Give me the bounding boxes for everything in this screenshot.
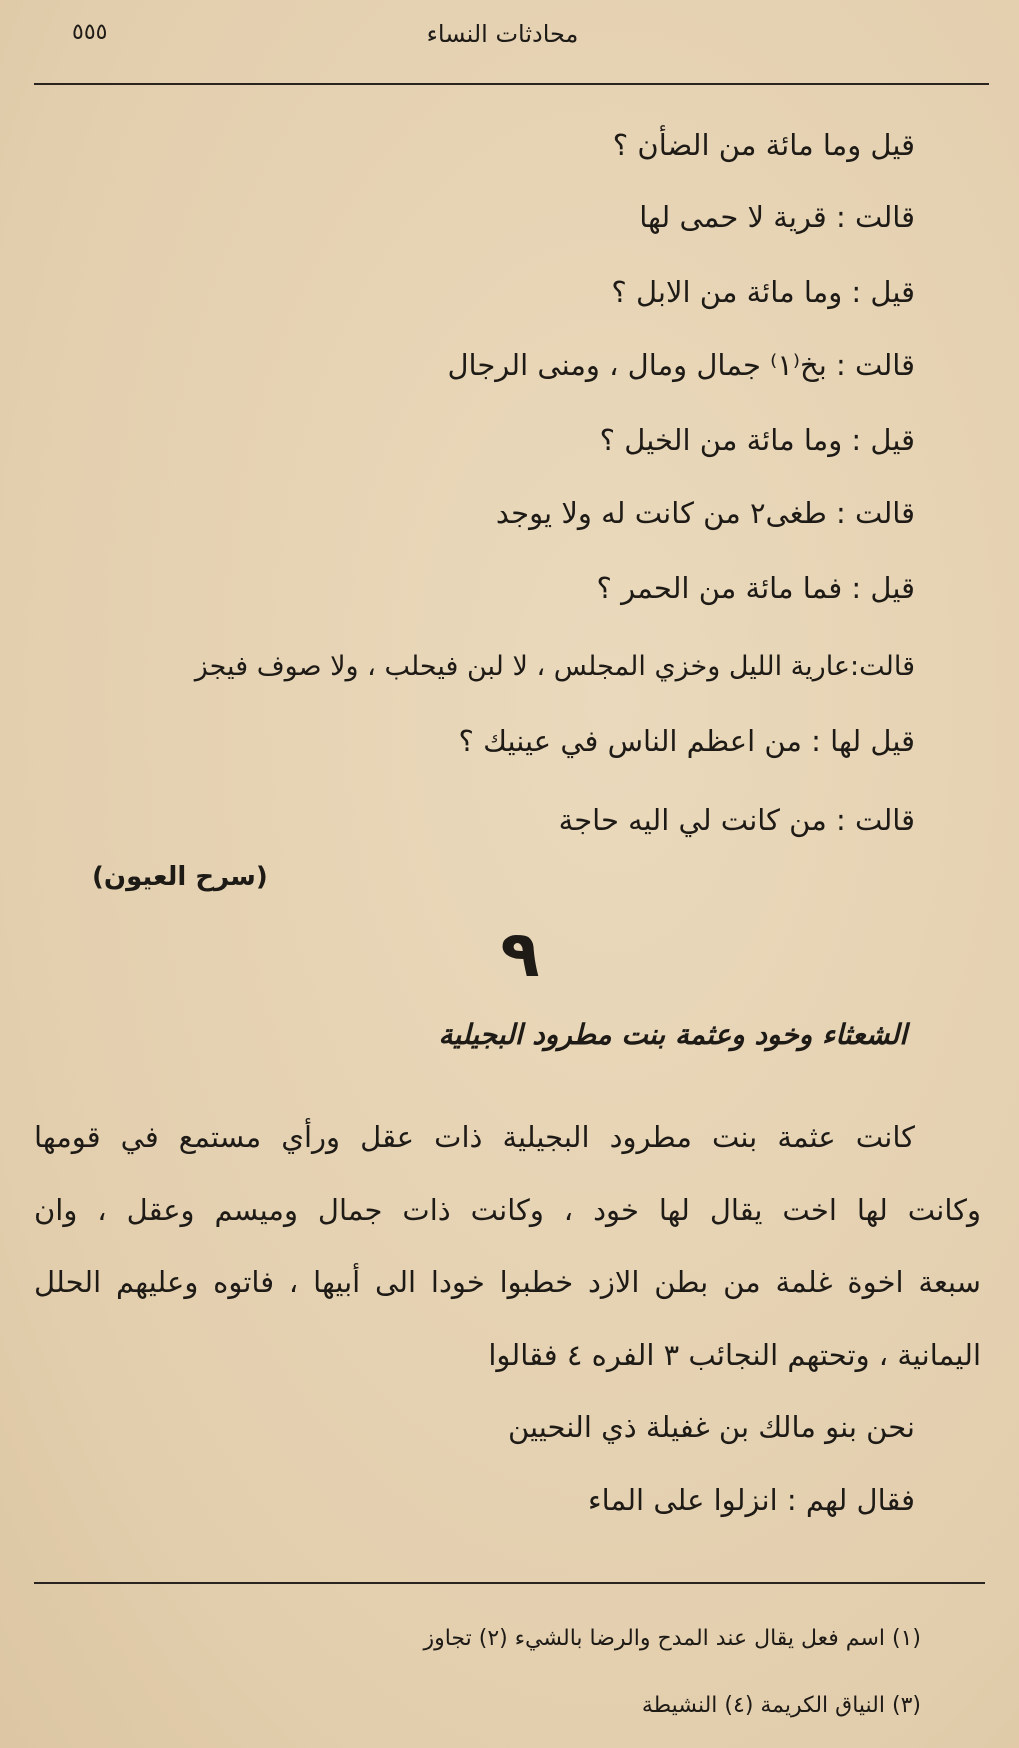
- footnote-rule: [34, 1582, 985, 1584]
- section-title: الشعثاء وخود وعثمة بنت مطرود البجيلية: [438, 1018, 907, 1051]
- dialogue-line: قيل وما مائة من الضأن ؟: [612, 128, 915, 162]
- paragraph-line: وكانت لها اخت يقال لها خود ، وكانت ذات جمال وميسم وعقل ، وان: [34, 1193, 981, 1227]
- dialogue-line: قيل : وما مائة من الخيل ؟: [599, 423, 915, 457]
- section-number: ٩: [500, 918, 540, 992]
- footnote: (٣) النياق الكريمة (٤) النشيطة: [641, 1693, 921, 1718]
- dialogue-line: قيل لها : من اعظم الناس في عينيك ؟: [458, 724, 915, 758]
- footnote: (١) اسم فعل يقال عند المدح والرضا بالشيء (٢) تجاوز: [423, 1626, 921, 1651]
- paragraph-line: سبعة اخوة غلمة من بطن الازد خطبوا خودا الى أبيها ، فاتوه وعليهم الحلل: [34, 1265, 981, 1299]
- dialogue-line: قالت : قرية لا حمى لها: [639, 200, 915, 234]
- dialogue-line: قالت:عارية الليل وخزي المجلس ، لا لبن فيحلب ، ولا صوف فيجز: [194, 651, 915, 682]
- dialogue-line: قالت : بخ⁽١⁾ جمال ومال ، ومنى الرجال: [447, 348, 915, 382]
- dialogue-line: قالت : طغى٢ من كانت له ولا يوجد: [495, 496, 915, 530]
- running-title: محادثات النساء: [426, 20, 579, 48]
- dialogue-line: قيل : فما مائة من الحمر ؟: [596, 571, 915, 605]
- verse-line: فقال لهم : انزلوا على الماء: [587, 1483, 915, 1517]
- source-citation: (سرح العيون): [92, 862, 268, 892]
- dialogue-line: قالت : من كانت لي اليه حاجة: [558, 803, 915, 837]
- header-rule: [34, 83, 989, 85]
- paragraph-line: اليمانية ، وتحتهم النجائب ٣ الفره ٤ فقالوا: [488, 1338, 981, 1372]
- paragraph-line: كانت عثمة بنت مطرود البجيلية ذات عقل ورأي مستمع في قومها: [34, 1120, 915, 1154]
- verse-line: نحن بنو مالك بن غفيلة ذي النحيين: [507, 1410, 915, 1444]
- page-number: ٥٥٥: [72, 20, 108, 45]
- dialogue-line: قيل : وما مائة من الابل ؟: [611, 275, 915, 309]
